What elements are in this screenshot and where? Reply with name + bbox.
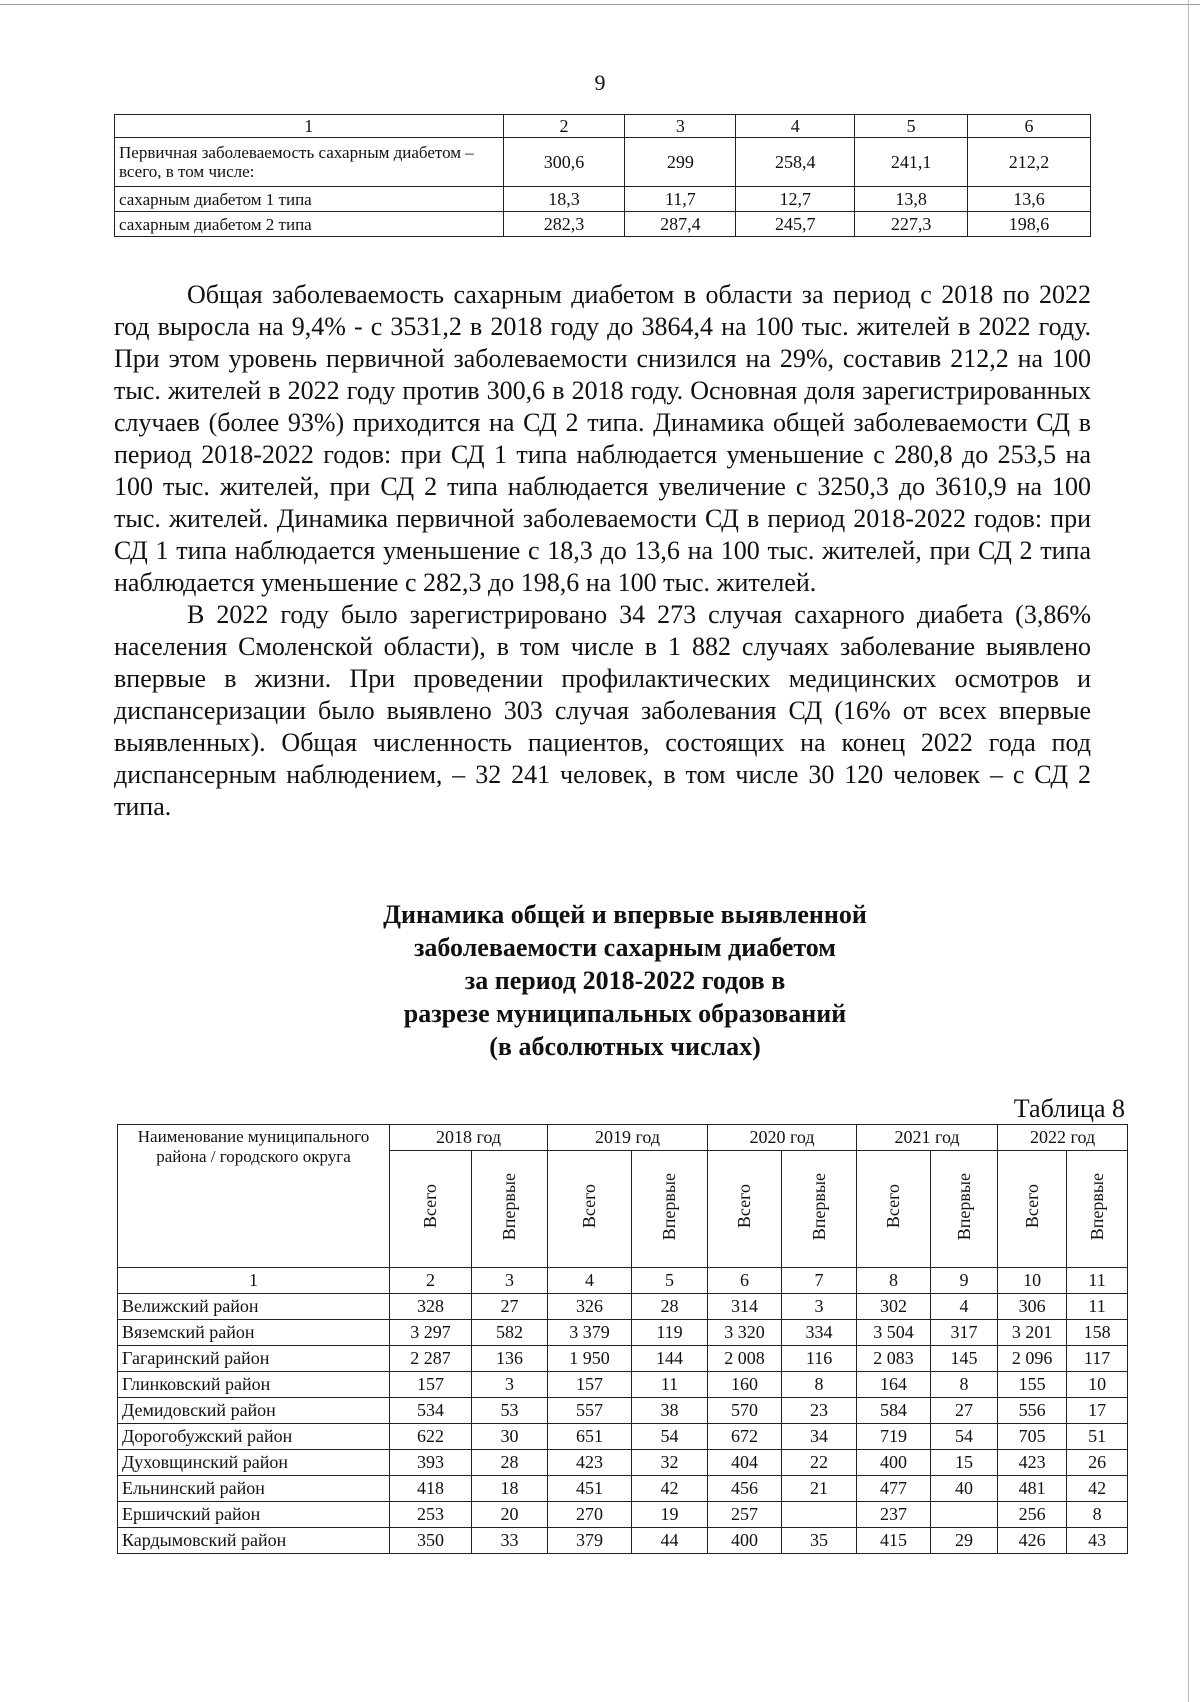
table-cell: 22 [782, 1450, 857, 1476]
column-number: 2 [503, 115, 625, 138]
column-number: 11 [1067, 1268, 1128, 1294]
municipality-name: Ершичский район [118, 1502, 390, 1528]
subheader-total [390, 1151, 472, 1268]
table-cell: 27 [931, 1398, 998, 1424]
column-number: 2 [390, 1268, 472, 1294]
table-cell: 157 [548, 1372, 632, 1398]
table-row [118, 1502, 1128, 1528]
table-cell: 43 [1067, 1528, 1128, 1554]
title-line: разрезе муниципальных образований [403, 999, 847, 1028]
table-cell: 44 [632, 1528, 708, 1554]
table-caption: Таблица 8 [1013, 1094, 1125, 1123]
table-row [118, 1294, 1128, 1320]
paragraph: Общая заболеваемость сахарным диабетом в области за период с 2018 по 2022 год выросла на 9,4% - с 3531,2 в 2018 году до 3864,4 на 100 тыс. жителей в 2022 году. При этом уровень первичной заболеваемости снизился на 29%, составив 212,2 на 100 тыс. жителей в 2022 году против 300,6 в 2018 году. Основная доля зарегистрированных случаев (более 93%) приходится на СД 2 типа. Динамика общей заболеваемости СД в период 2018-2022 годов: при СД 1 типа наблюдается уменьшение с 280,8 до 253,5 на 100 тыс. жителей, при СД 2 типа наблюдается увеличение с 3250,3 до 3610,9 на 100 тыс. жителей. Динамика первичной заболеваемости СД в период 2018-2022 годов: при СД 1 типа наблюдается уменьшение с 18,3 до 13,6 на 100 тыс. жителей, при СД 2 типа наблюдается уменьшение с 282,3 до 198,6 на 100 тыс. жителей. [114, 280, 1091, 597]
subheader-total-label: Всего [1021, 1184, 1042, 1229]
table-cell: 144 [632, 1346, 708, 1372]
table-cell: 15 [931, 1450, 998, 1476]
table-cell: 21 [782, 1476, 857, 1502]
table-cell: 426 [998, 1528, 1067, 1554]
subheader-total-label: Всего [883, 1184, 904, 1229]
table-cell: 2 008 [708, 1346, 782, 1372]
table-row [115, 138, 1091, 187]
table-cell: 18 [472, 1476, 548, 1502]
column-number: 3 [472, 1268, 548, 1294]
table-header-row [115, 115, 1091, 138]
table-cell: 557 [548, 1398, 632, 1424]
column-number: 4 [736, 115, 855, 138]
table-cell: 3 379 [548, 1320, 632, 1346]
table-cell: 155 [998, 1372, 1067, 1398]
municipality-name: Дорогобужский район [118, 1424, 390, 1450]
table-cell: 32 [632, 1450, 708, 1476]
table-cell: 2 096 [998, 1346, 1067, 1372]
table-cell: 481 [998, 1476, 1067, 1502]
table-cell: 423 [998, 1450, 1067, 1476]
table-cell: 160 [708, 1372, 782, 1398]
row-label: сахарным диабетом 1 типа [115, 187, 504, 212]
municipality-name: Вяземский район [118, 1320, 390, 1346]
subheader-new-label: Впервые [659, 1172, 680, 1241]
municipal-diabetes-table [117, 1124, 1128, 1554]
table-cell: 119 [632, 1320, 708, 1346]
table-row [118, 1450, 1128, 1476]
table-cell: 33 [472, 1528, 548, 1554]
table-cell: 53 [472, 1398, 548, 1424]
table-row [118, 1424, 1128, 1450]
table-cell: 334 [782, 1320, 857, 1346]
table-cell: 258,4 [736, 138, 855, 187]
table-cell: 299 [625, 138, 736, 187]
column-number: 7 [782, 1268, 857, 1294]
table-cell: 3 297 [390, 1320, 472, 1346]
title-line: (в абсолютных числах) [489, 1032, 761, 1061]
column-number: 8 [857, 1268, 931, 1294]
table-row [118, 1528, 1128, 1554]
table-cell: 241,1 [855, 138, 968, 187]
table-row [118, 1398, 1128, 1424]
table-cell: 42 [1067, 1476, 1128, 1502]
table-cell: 423 [548, 1450, 632, 1476]
table-cell: 651 [548, 1424, 632, 1450]
table-cell: 256 [998, 1502, 1067, 1528]
table-cell: 38 [632, 1398, 708, 1424]
table-cell: 705 [998, 1424, 1067, 1450]
table-cell: 54 [931, 1424, 998, 1450]
title-line: Динамика общей и впервые выявленной [383, 900, 867, 929]
year-header: 2018 год [390, 1125, 548, 1151]
table-cell: 477 [857, 1476, 931, 1502]
table-cell: 54 [632, 1424, 708, 1450]
year-header: 2019 год [548, 1125, 708, 1151]
table-cell: 237 [857, 1502, 931, 1528]
subheader-total [708, 1151, 782, 1268]
column-number: 10 [998, 1268, 1067, 1294]
table-cell: 35 [782, 1528, 857, 1554]
subheader-total-label: Всего [579, 1184, 600, 1229]
table-cell: 1 950 [548, 1346, 632, 1372]
table-cell: 245,7 [736, 212, 855, 237]
table-cell: 719 [857, 1424, 931, 1450]
table-row [118, 1476, 1128, 1502]
table-cell: 393 [390, 1450, 472, 1476]
table-row [115, 187, 1091, 212]
table-cell: 11 [1067, 1294, 1128, 1320]
table-cell: 326 [548, 1294, 632, 1320]
table-cell: 42 [632, 1476, 708, 1502]
table-cell: 456 [708, 1476, 782, 1502]
table-cell: 400 [708, 1528, 782, 1554]
table-cell: 34 [782, 1424, 857, 1450]
table-cell [931, 1502, 998, 1528]
table-cell: 3 [782, 1294, 857, 1320]
table-cell: 328 [390, 1294, 472, 1320]
table-cell: 13,6 [968, 187, 1091, 212]
table-cell: 30 [472, 1424, 548, 1450]
table-cell: 3 320 [708, 1320, 782, 1346]
table-cell: 270 [548, 1502, 632, 1528]
table-cell: 672 [708, 1424, 782, 1450]
row-label: сахарным диабетом 2 типа [115, 212, 504, 237]
table-cell: 287,4 [625, 212, 736, 237]
table-cell: 350 [390, 1528, 472, 1554]
table-cell: 13,8 [855, 187, 968, 212]
title-line: за период 2018-2022 годов в [464, 966, 786, 995]
municipality-name: Велижский район [118, 1294, 390, 1320]
municipality-name: Духовщинский район [118, 1450, 390, 1476]
column-number: 4 [548, 1268, 632, 1294]
table-cell: 26 [1067, 1450, 1128, 1476]
table-cell: 622 [390, 1424, 472, 1450]
subheader-new-label: Впервые [953, 1172, 974, 1241]
column-number: 9 [931, 1268, 998, 1294]
table-cell: 582 [472, 1320, 548, 1346]
table-cell: 8 [931, 1372, 998, 1398]
subheader-new [1067, 1151, 1128, 1268]
table-row [118, 1320, 1128, 1346]
table-cell: 28 [632, 1294, 708, 1320]
table-cell: 570 [708, 1398, 782, 1424]
title-line: заболеваемости сахарным диабетом [413, 933, 837, 962]
paragraph: В 2022 году было зарегистрировано 34 273 случая сахарного диабета (3,86% населения Смоленской области), в том числе в 1 882 случаях заболевание выявлено впервые в жизни. При проведении профилактических медицинских осмотров и диспансеризации было выявлено 303 случая заболевания СД (16% от всех впервые выявленных). Общая численность пациентов, состоящих на конец 2022 года под диспансерным наблюдением, – 32 241 человек, в том числе 30 120 человек – с СД 2 типа. [114, 600, 1091, 821]
table-cell: 19 [632, 1502, 708, 1528]
table-cell: 117 [1067, 1346, 1128, 1372]
subheader-new [931, 1151, 998, 1268]
municipality-name: Ельнинский район [118, 1476, 390, 1502]
table-cell: 257 [708, 1502, 782, 1528]
subheader-new-label: Впервые [808, 1172, 829, 1241]
table-cell: 51 [1067, 1424, 1128, 1450]
table-cell: 253 [390, 1502, 472, 1528]
table-cell: 8 [782, 1372, 857, 1398]
table-cell: 198,6 [968, 212, 1091, 237]
table-cell: 28 [472, 1450, 548, 1476]
municipality-name: Глинковский район [118, 1372, 390, 1398]
table-cell: 379 [548, 1528, 632, 1554]
table-cell: 306 [998, 1294, 1067, 1320]
column-number-row [118, 1268, 1128, 1294]
table-cell: 212,2 [968, 138, 1091, 187]
table-cell: 584 [857, 1398, 931, 1424]
column-number: 3 [625, 115, 736, 138]
table-cell: 158 [1067, 1320, 1128, 1346]
municipality-name: Кардымовский район [118, 1528, 390, 1554]
table-cell: 10 [1067, 1372, 1128, 1398]
table-row [118, 1372, 1128, 1398]
table-cell: 400 [857, 1450, 931, 1476]
table-cell: 157 [390, 1372, 472, 1398]
subheader-new-label: Впервые [499, 1172, 519, 1241]
table-cell: 3 [472, 1372, 548, 1398]
table-cell: 164 [857, 1372, 931, 1398]
table-header-row [118, 1125, 1128, 1151]
section-title [114, 898, 1136, 1063]
table-cell: 27 [472, 1294, 548, 1320]
table-cell: 317 [931, 1320, 998, 1346]
table-cell: 23 [782, 1398, 857, 1424]
column-header-name: Наименование муниципального района / городского округа [118, 1125, 390, 1268]
body-text [114, 279, 1091, 823]
subheader-new [632, 1151, 708, 1268]
table-cell: 415 [857, 1528, 931, 1554]
subheader-total-label: Всего [420, 1184, 440, 1229]
table-cell: 302 [857, 1294, 931, 1320]
table-row [115, 212, 1091, 237]
table-cell: 3 201 [998, 1320, 1067, 1346]
table-cell: 116 [782, 1346, 857, 1372]
column-number: 5 [632, 1268, 708, 1294]
column-number: 5 [855, 115, 968, 138]
table-cell: 40 [931, 1476, 998, 1502]
column-number: 6 [708, 1268, 782, 1294]
table-cell: 17 [1067, 1398, 1128, 1424]
municipality-name: Демидовский район [118, 1398, 390, 1424]
column-number: 6 [968, 115, 1091, 138]
table-cell: 11,7 [625, 187, 736, 212]
table-cell: 404 [708, 1450, 782, 1476]
table-cell: 11 [632, 1372, 708, 1398]
table-cell [782, 1502, 857, 1528]
incidence-table [114, 114, 1091, 237]
table-cell: 3 504 [857, 1320, 931, 1346]
table-cell: 2 083 [857, 1346, 931, 1372]
table-cell: 314 [708, 1294, 782, 1320]
table-cell: 227,3 [855, 212, 968, 237]
column-number: 1 [115, 115, 504, 138]
subheader-new [472, 1151, 548, 1268]
page-number: 9 [594, 70, 606, 95]
column-number: 1 [118, 1268, 390, 1294]
table-cell: 12,7 [736, 187, 855, 212]
year-header: 2020 год [708, 1125, 857, 1151]
scan-border-top [0, 4, 1200, 5]
table-cell: 8 [1067, 1502, 1128, 1528]
table-cell: 534 [390, 1398, 472, 1424]
table-cell: 4 [931, 1294, 998, 1320]
subheader-total [548, 1151, 632, 1268]
table-cell: 300,6 [503, 138, 625, 187]
row-label: Первичная заболеваемость сахарным диабетом – всего, в том числе: [115, 138, 504, 187]
subheader-new [782, 1151, 857, 1268]
year-header: 2021 год [857, 1125, 998, 1151]
subheader-total [857, 1151, 931, 1268]
subheader-total-label: Всего [734, 1184, 755, 1229]
subheader-new-label: Впервые [1086, 1172, 1107, 1241]
table-cell: 136 [472, 1346, 548, 1372]
table-cell: 451 [548, 1476, 632, 1502]
table-cell: 556 [998, 1398, 1067, 1424]
table-cell: 2 287 [390, 1346, 472, 1372]
table-cell: 20 [472, 1502, 548, 1528]
table-cell: 18,3 [503, 187, 625, 212]
table-row [118, 1346, 1128, 1372]
table-cell: 145 [931, 1346, 998, 1372]
table-cell: 418 [390, 1476, 472, 1502]
subheader-total [998, 1151, 1067, 1268]
municipality-name: Гагаринский район [118, 1346, 390, 1372]
table-cell: 29 [931, 1528, 998, 1554]
scan-border-right [1188, 0, 1189, 1702]
year-header: 2022 год [998, 1125, 1128, 1151]
table-cell: 282,3 [503, 212, 625, 237]
